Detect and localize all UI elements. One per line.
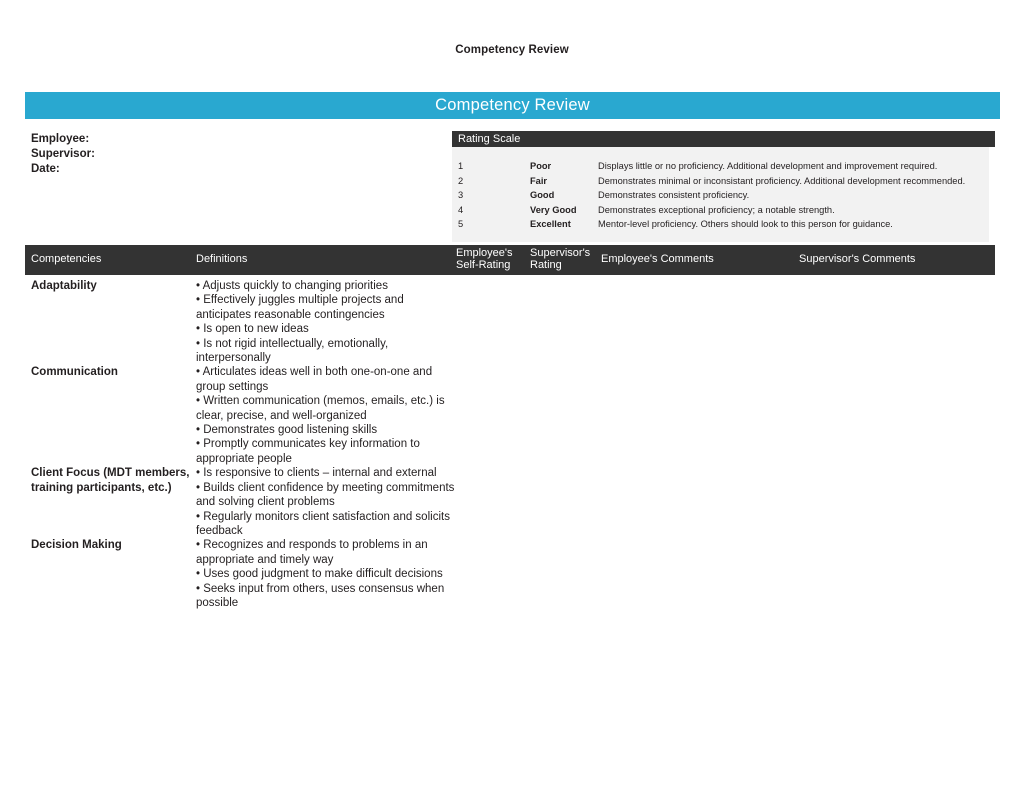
column-header-supervisor-rating-line1: Supervisor's xyxy=(530,247,591,259)
definition-bullet: • Demonstrates good listening skills xyxy=(196,424,378,437)
column-header-employee-comments: Employee's Comments xyxy=(601,253,714,265)
competency-name: Communication xyxy=(31,366,118,379)
competency-table-header xyxy=(25,245,995,275)
rating-scale-label: Poor xyxy=(530,161,552,171)
rating-scale-number: 3 xyxy=(458,190,464,201)
rating-scale-description: Demonstrates exceptional proficiency; a notable strength. xyxy=(598,204,835,215)
definition-bullet: • Promptly communicates key information to appropriate people xyxy=(196,438,420,465)
rating-scale-body xyxy=(452,147,989,242)
rating-scale-row xyxy=(452,174,989,189)
column-header-employee-self-rating xyxy=(456,247,526,272)
table-row xyxy=(25,365,995,466)
column-header-supervisor-rating xyxy=(530,247,600,272)
rating-scale-label: Fair xyxy=(530,175,548,186)
competency-definitions xyxy=(196,538,461,610)
table-row xyxy=(25,538,995,610)
supervisor-label: Supervisor: xyxy=(31,148,95,160)
rating-scale-number: 4 xyxy=(458,204,464,215)
table-row xyxy=(25,466,995,538)
definition-bullet: • Is responsive to clients – internal and external xyxy=(196,467,437,480)
rating-scale-label: Good xyxy=(530,190,555,201)
banner-title: Competency Review xyxy=(435,96,590,114)
rating-scale-description: Demonstrates consistent proficiency. xyxy=(598,190,750,201)
column-header-employee-self-rating-line2: Self-Rating xyxy=(456,259,511,272)
rating-scale-description: Mentor-level proficiency. Others should look to this person for guidance. xyxy=(598,219,893,230)
rating-scale-description: Displays little or no proficiency. Additional development and improvement required. xyxy=(598,161,938,171)
definition-bullet: • Articulates ideas well in both one-on-one and group settings xyxy=(196,366,433,393)
rating-scale-row xyxy=(452,203,989,218)
competency-table-body xyxy=(25,279,995,610)
rating-scale-row xyxy=(452,159,989,174)
competency-definitions xyxy=(196,279,461,365)
rating-scale-number: 5 xyxy=(458,219,464,230)
rating-scale-number: 1 xyxy=(458,161,464,171)
rating-scale-title: Rating Scale xyxy=(452,131,995,147)
definition-bullet: • Recognizes and responds to problems in an appropriate and timely way xyxy=(196,539,428,566)
competency-definitions xyxy=(196,466,461,538)
competency-name: Adaptability xyxy=(31,280,97,292)
rating-scale-row xyxy=(452,188,989,203)
column-header-supervisor-comments: Supervisor's Comments xyxy=(799,253,916,265)
employee-label: Employee: xyxy=(31,133,90,145)
competency-name: Client Focus (MDT members, training participants, etc.) xyxy=(31,467,190,494)
column-header-definitions: Definitions xyxy=(196,253,248,265)
competency-name: Decision Making xyxy=(31,539,122,552)
definition-bullet: • Is open to new ideas xyxy=(196,323,309,336)
column-header-competencies: Competencies xyxy=(31,253,102,265)
rating-scale-row xyxy=(452,217,989,232)
running-head: Competency Review xyxy=(455,44,569,56)
date-label: Date: xyxy=(31,163,60,175)
table-row xyxy=(25,279,995,365)
definition-bullet: • Is not rigid intellectually, emotionally, interpersonally xyxy=(196,337,389,365)
definition-bullet: • Seeks input from others, uses consensus when possible xyxy=(196,582,445,609)
definition-bullet: • Effectively juggles multiple projects and anticipates reasonable contingencies xyxy=(196,294,404,321)
column-header-supervisor-rating-line2: Rating xyxy=(530,259,562,272)
rating-scale-label: Very Good xyxy=(530,204,577,215)
rating-scale-description: Demonstrates minimal or inconsistant proficiency. Additional development recommended. xyxy=(598,175,966,186)
definition-bullet: • Uses good judgment to make difficult decisions xyxy=(196,568,443,581)
rating-scale-label: Excellent xyxy=(530,219,571,230)
definition-bullet: • Adjusts quickly to changing priorities xyxy=(196,280,388,292)
title-banner xyxy=(25,92,1000,119)
competency-definitions xyxy=(196,365,461,466)
definition-bullet: • Regularly monitors client satisfaction and solicits feedback xyxy=(196,510,450,537)
definition-bullet: • Written communication (memos, emails, etc.) is clear, precise, and well-organized xyxy=(196,395,445,422)
definition-bullet: • Builds client confidence by meeting commitments and solving client problems xyxy=(196,481,455,509)
rating-scale-number: 2 xyxy=(458,175,464,186)
rating-scale-panel xyxy=(452,131,995,242)
employee-info-block xyxy=(31,132,331,177)
column-header-employee-self-rating-line1: Employee's xyxy=(456,247,513,259)
